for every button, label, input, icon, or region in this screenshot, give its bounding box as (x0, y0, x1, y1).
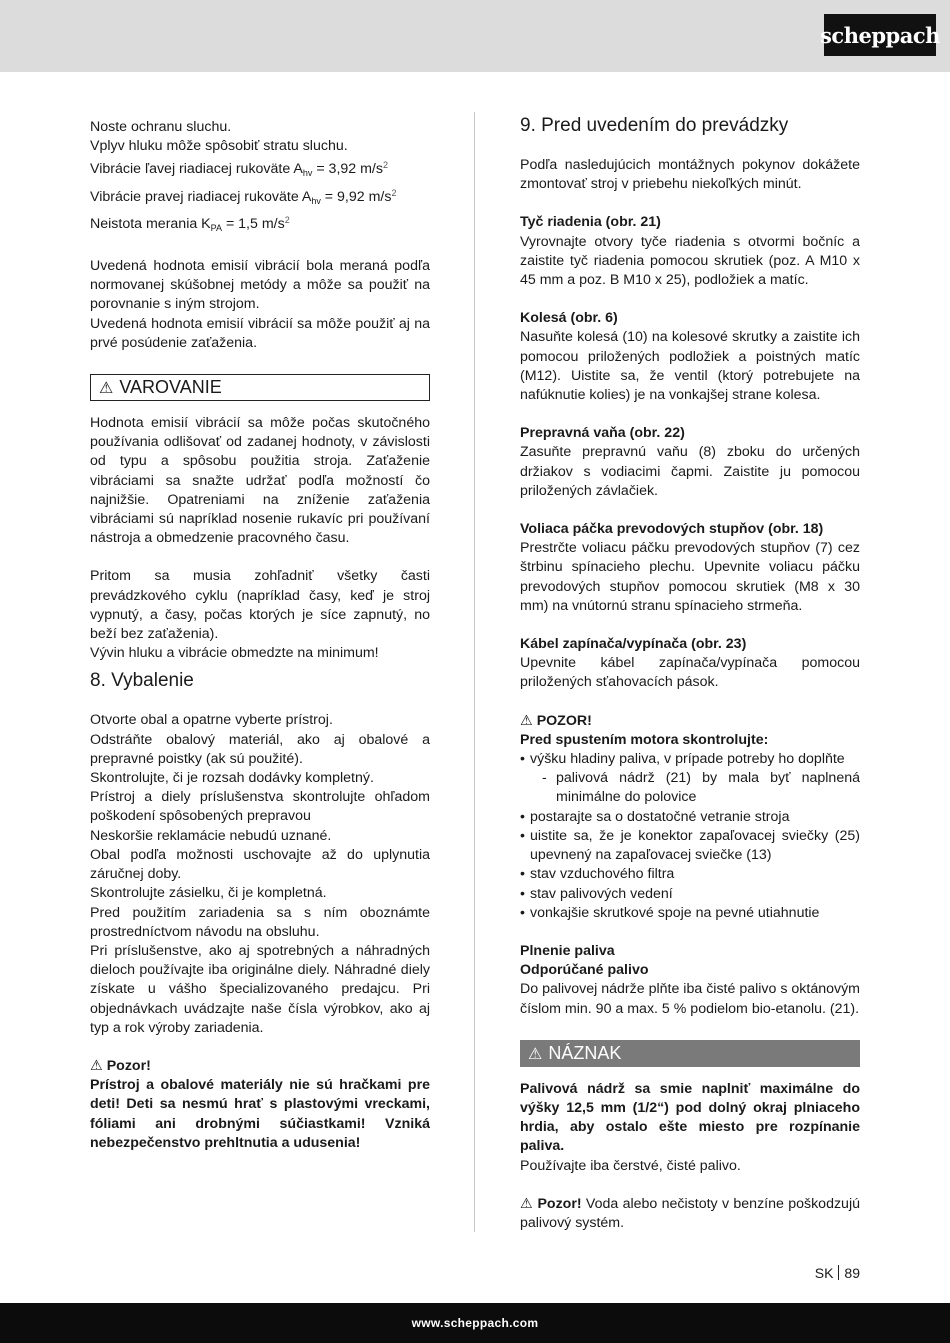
page-number (815, 1265, 860, 1281)
note-title: NÁZNAK (548, 1042, 622, 1063)
emission-paragraph-2: Uvedená hodnota emisií vibrácií sa môže použiť aj na prvé posúdenie zaťaženia. (90, 315, 430, 351)
steering-bar-text: Vyrovnajte otvory tyče riadenia s otvormi bočníc a zaistite tyč riadenia pomocou skrutiek (poz. A M10 x 45 mm a poz. B M10 x 25), podložiek a matíc. (520, 233, 860, 289)
list-item: • stav vzduchového filtra (520, 865, 860, 884)
unpack-line: Pri príslušenstve, ako aj spotrebných a náhradných dieloch používajte iba originálne diely. Náhradné diely získate u vášho špecializovaného predajcu. Pri objednávkach uvádzajte naše čísla výrobkov, ako aj typ a rok výroby zariadenia. (90, 942, 430, 1036)
note-box (520, 1040, 860, 1067)
final-caution: ⚠ Pozor! Voda alebo nečistoty v benzíne poškodzujú palivový systém. (520, 1195, 860, 1231)
list-subitem: - palivová nádrž (21) by mala byť naplnená minimálne do polovice (520, 769, 860, 807)
list-item: • postarajte sa o dostatočné vetranie stroja (520, 808, 860, 827)
gear-lever-title: Voliaca páčka prevodových stupňov (obr. 18) (520, 521, 824, 538)
unpack-line: Otvorte obal a opatrne vyberte prístroj. (90, 712, 333, 729)
unpack-line: Neskoršie reklamácie nebudú uznané. (90, 827, 332, 844)
vibration-left-handle: Vibrácie ľavej riadiacej rukoväte $A_{hv} = 3,92$ $m/s^2$ (90, 160, 388, 179)
hearing-loss-text: Vplyv hluku môže spôsobiť stratu sluchu. (90, 138, 348, 155)
language-code: SK (814, 1265, 834, 1281)
list-item: • výšku hladiny paliva, v prípade potreby ho doplňte (520, 750, 860, 769)
caution-text: Prístroj a obalové materiály nie sú hračkami pre deti! Deti sa nesmú hrať s plastovými vreckami, fóliami ani drobnými súčiastkami! Vzniká nebezpečenstvo prehltnutia a udusenia! (90, 1077, 430, 1151)
unpack-line: Skontrolujte zásielku, či je kompletná. (90, 885, 327, 902)
warning-triangle-icon: ⚠ (520, 712, 533, 729)
assembly-intro: Podľa nasledujúcich montážnych pokynov dokážete zmontovať stroj v priebehu niekoľkých minút. (520, 157, 860, 193)
website-link[interactable]: www.scheppach.com (411, 1316, 539, 1330)
minimize-noise-text: Vývin hluku a vibrácie obmedzte na minimum! (90, 645, 379, 662)
list-item: • vonkajšie skrutkové spoje na pevné utiahnutie (520, 904, 860, 923)
fuel-text: Do palivovej nádrže plňte iba čisté palivo s oktánovým číslom min. 90 a max. 5 % podielom bio-etanolu. (21). (520, 981, 860, 1017)
operating-cycle-paragraph: Pritom sa musia zohľadniť všetky časti prevádzkového cyklu (napríklad časy, keď je stroj vypnutý, a časy, počas ktorých je síce zapnutý, no beží bez zaťaženia). (90, 568, 430, 643)
fuel-filling-title: Plnenie paliva (520, 942, 615, 959)
warning-title: VAROVANIE (119, 376, 222, 397)
unpack-line: Skontrolujte, či je rozsah dodávky kompletný. (90, 770, 374, 787)
header-bar (0, 0, 950, 72)
measurement-uncertainty: Neistota merania $K_{PA} = 1,5$ $m/s^2$ (90, 214, 290, 233)
warning-triangle-icon: ⚠ (99, 377, 114, 397)
recommended-fuel-title: Odporúčané palivo (520, 962, 649, 979)
section-8-title: 8. Vybalenie (90, 670, 194, 692)
gear-lever-text: Prestrčte voliacu páčku prevodových stupňov (7) cez štrbinu spínacieho plechu. Upevnite voliacu páčku prevodových stupňov pomocou skrutiek (M8 x 30 mm) na vnútornú stranu spínacieho strmeňa. (520, 540, 860, 614)
switch-cable-text: Upevnite kábel zapínača/vypínača pomocou priložených sťahovacích pások. (520, 655, 860, 691)
pre-start-check-title: Pred spustením motora skontrolujte: (520, 731, 769, 748)
unpack-line: Pred použitím zariadenia sa s ním oboznámte prostredníctvom návodu na obsluhu. (90, 904, 430, 940)
section-9-title: 9. Pred uvedením do prevádzky (520, 115, 789, 136)
switch-cable-title: Kábel zapínača/vypínača (obr. 23) (520, 636, 747, 653)
wheels-title: Kolesá (obr. 6) (520, 310, 618, 327)
page-number-value: 89 (844, 1265, 860, 1281)
pre-start-checklist (520, 750, 860, 923)
caution-heading: ⚠ POZOR! (520, 712, 592, 729)
right-column (520, 115, 860, 1233)
unpack-line: Odstráňte obalový materiál, ako aj obalové a prepravné poistky (ak sú použité). (90, 731, 430, 767)
warning-paragraph: Hodnota emisií vibrácií sa môže počas skutočného používania odlišovať od zadanej hodnoty, v závislosti od typu a spôsobu použitia stroja. Zaťaženie vibráciami sa snažte udržať podľa možností čo najnižšie. Opatreniami na zníženie zaťaženia vibráciami sú napríklad nosenie rukavíc pri používaní nástroja a obmedzenie pracovného času. (90, 415, 430, 547)
warning-box (90, 374, 430, 401)
emission-paragraph-1: Uvedená hodnota emisií vibrácií bola meraná podľa normovanej skúšobnej metódy a môže sa použiť na porovnanie s iným strojom. (90, 258, 430, 313)
note-bold-text: Palivová nádrž sa smie naplniť maximálne do výšky 12,5 mm (1/2“) pod dolný okraj plniaceho hrdia, aby ostalo ešte miesto pre rozpínanie paliva. (520, 1080, 860, 1155)
warning-triangle-icon: ⚠ (528, 1043, 543, 1063)
transport-tray-title: Prepravná vaňa (obr. 22) (520, 425, 685, 442)
list-item: • stav palivových vedení (520, 885, 860, 904)
column-divider (474, 112, 475, 1232)
steering-bar-title: Tyč riadenia (obr. 21) (520, 214, 661, 231)
caution-heading: ⚠ Pozor! (90, 1057, 151, 1074)
footer-bar (0, 1303, 950, 1343)
unpack-line: Prístroj a diely príslušenstva skontrolujte ohľadom poškodení spôsobených prepravou (90, 789, 430, 825)
brand-logo: scheppach (824, 14, 936, 56)
transport-tray-text: Zasuňte prepravnú vaňu (8) zboku do určených držiakov s vodiacimi čapmi. Zaistite ju pomocou priložených závlačiek. (520, 444, 860, 499)
hearing-protection-text: Noste ochranu sluchu. (90, 119, 232, 135)
warning-triangle-icon: ⚠ (520, 1195, 534, 1212)
unpack-line: Obal podľa možnosti uschovajte až do uplynutia záručnej doby. (90, 846, 430, 883)
list-item: • uistite sa, že je konektor zapaľovacej sviečky (25) upevnený na zapaľovacej sviečke (13) (520, 827, 860, 865)
vibration-right-handle: Vibrácie pravej riadiacej rukoväte $A_{hv} = 9,92$ $m/s^2$ (90, 187, 397, 206)
note-text: Používajte iba čerstvé, čisté palivo. (520, 1157, 741, 1174)
left-column (90, 118, 430, 1153)
warning-triangle-icon: ⚠ (90, 1057, 103, 1074)
wheels-text: Nasuňte kolesá (10) na kolesové skrutky a zaistite ich pomocou priložených podložiek a poistných matíc (M12). Uistite sa, že ventil (ktorý potrebujete na nafúknutie kolies) je na vonkajšej strane kolesa. (520, 329, 860, 404)
